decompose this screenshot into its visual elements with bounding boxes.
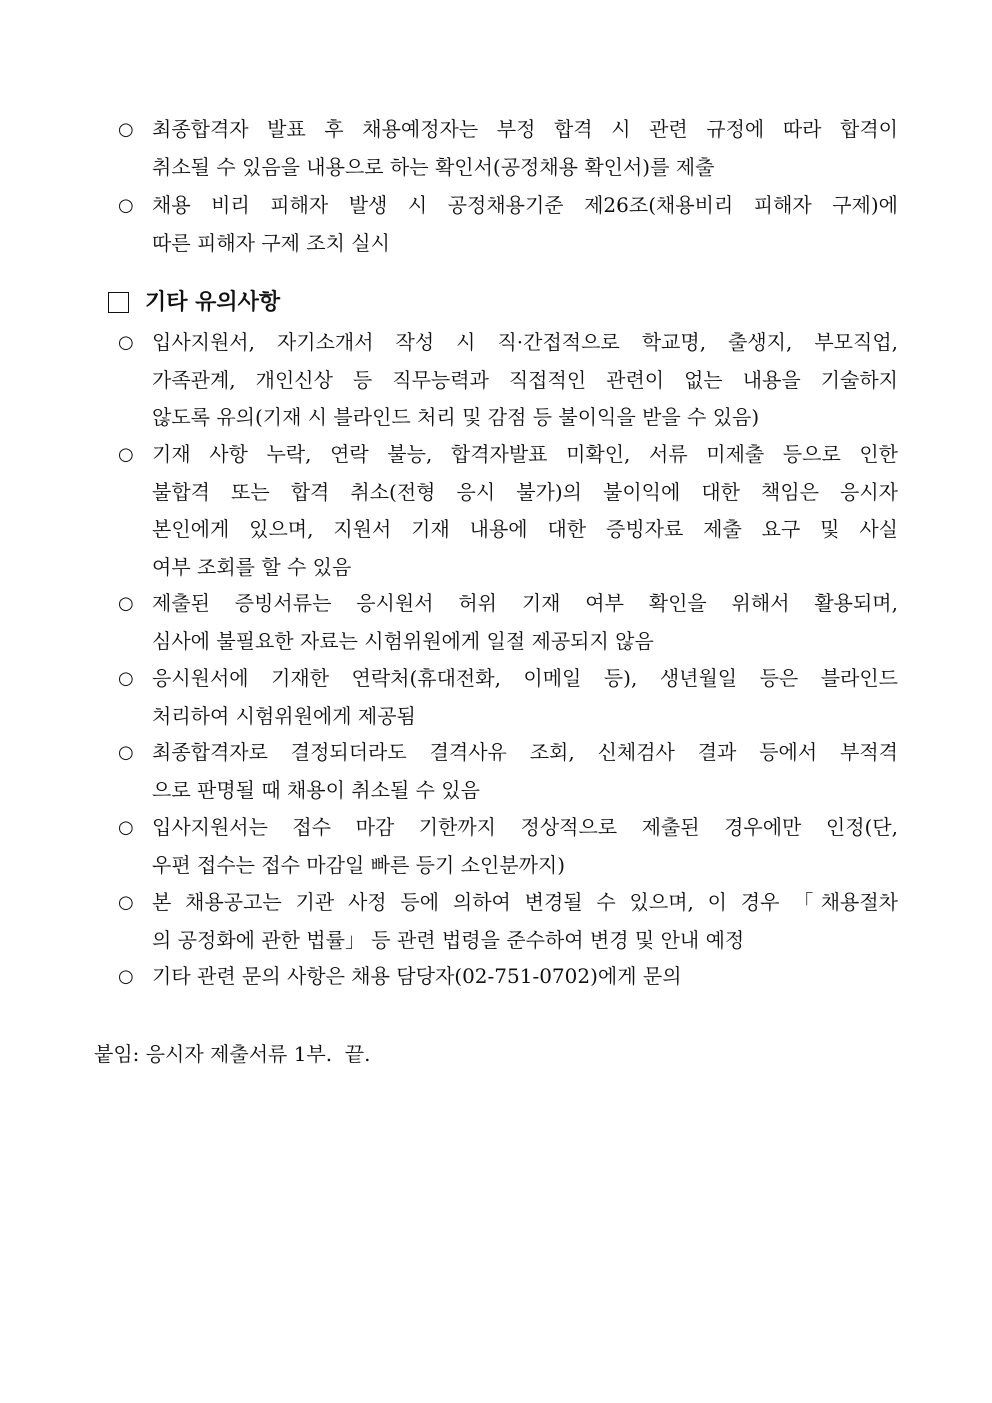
circle-bullet-icon: ○ [118, 742, 134, 763]
list-item-line: 않도록 유의(기재 시 블라인드 처리 및 감점 등 불이익을 받을 수 있음) [152, 405, 760, 429]
list-item-line: 제출된 증빙서류는 응시원서 허위 기재 여부 확인을 위해서 활용되며, [152, 591, 898, 615]
circle-bullet-icon: ○ [118, 332, 134, 353]
attachment-note: 붙임: 응시자 제출서류 1부. 끝. [94, 1042, 371, 1066]
list-item-line: 최종합격자 발표 후 채용예정자는 부정 합격 시 관련 규정에 따라 합격이 [152, 117, 898, 141]
circle-bullet-icon: ○ [118, 892, 134, 913]
section-heading [108, 283, 280, 321]
circle-bullet-icon: ○ [118, 444, 134, 465]
circle-bullet-icon: ○ [118, 966, 134, 987]
list-item-line: 응시원서에 기재한 연락처(휴대전화, 이메일 등), 생년월일 등은 블라인드 [152, 666, 898, 690]
circle-bullet-icon: ○ [118, 119, 134, 140]
list-item-line: 가족관계, 개인신상 등 직무능력과 직접적인 관련이 없는 내용을 기술하지 [152, 367, 898, 392]
list-item [118, 585, 898, 660]
list-item-line: 입사지원서, 자기소개서 작성 시 직·간접적으로 학교명, 출생지, 부모직업, [152, 330, 898, 354]
list-item-line: 불합격 또는 합격 취소(전형 응시 불가)의 불이익에 대한 책임은 응시자 [152, 479, 898, 504]
list-item [118, 111, 898, 186]
list-item-line: 심사에 불필요한 자료는 시험위원에게 일절 제공되지 않음 [152, 628, 654, 653]
list-item [118, 324, 898, 437]
circle-bullet-icon: ○ [118, 593, 134, 614]
list-item-line: 기재 사항 누락, 연락 불능, 합격자발표 미확인, 서류 미제출 등으로 인한 [152, 442, 898, 466]
list-item-line: 취소될 수 있음을 내용으로 하는 확인서(공정채용 확인서)를 제출 [152, 154, 715, 179]
checkbox-square-icon [108, 292, 129, 313]
list-item-line: 본인에게 있으며, 지원서 기재 내용에 대한 증빙자료 제출 요구 및 사실 [152, 517, 898, 541]
circle-bullet-icon: ○ [118, 817, 134, 838]
list-item-line: 따른 피해자 구제 조치 실시 [152, 230, 390, 255]
list-item-line: 채용 비리 피해자 발생 시 공정채용기준 제26조(채용비리 피해자 구제)에 [152, 193, 898, 217]
list-item [118, 809, 898, 884]
list-item [118, 884, 898, 959]
circle-bullet-icon: ○ [118, 668, 134, 689]
list-item [118, 187, 898, 262]
list-item-line: 본 채용공고는 기관 사정 등에 의하여 변경될 수 있으며, 이 경우 「채용절차 [152, 890, 898, 914]
list-item [118, 734, 898, 809]
list-item-line: 최종합격자로 결정되더라도 결격사유 조회, 신체검사 결과 등에서 부적격 [152, 740, 898, 764]
list-item [118, 958, 898, 996]
list-item-line: 기타 관련 문의 사항은 채용 담당자(02-751-0702)에게 문의 [152, 964, 682, 988]
list-item [118, 660, 898, 735]
list-item-line: 으로 판명될 때 채용이 취소될 수 있음 [152, 777, 480, 802]
list-item-line: 처리하여 시험위원에게 제공됨 [152, 703, 416, 728]
circle-bullet-icon: ○ [118, 195, 134, 216]
list-item-line: 의 공정화에 관한 법률」 등 관련 법령을 준수하여 변경 및 안내 예정 [152, 927, 745, 952]
section-title: 기타 유의사항 [145, 289, 281, 315]
list-item [118, 436, 898, 586]
list-item-line: 여부 조회를 할 수 있음 [152, 554, 352, 579]
list-item-line: 우편 접수는 접수 마감일 빠른 등기 소인분까지) [152, 852, 566, 877]
list-item-line: 입사지원서는 접수 마감 기한까지 정상적으로 제출된 경우에만 인정(단, [152, 815, 898, 839]
